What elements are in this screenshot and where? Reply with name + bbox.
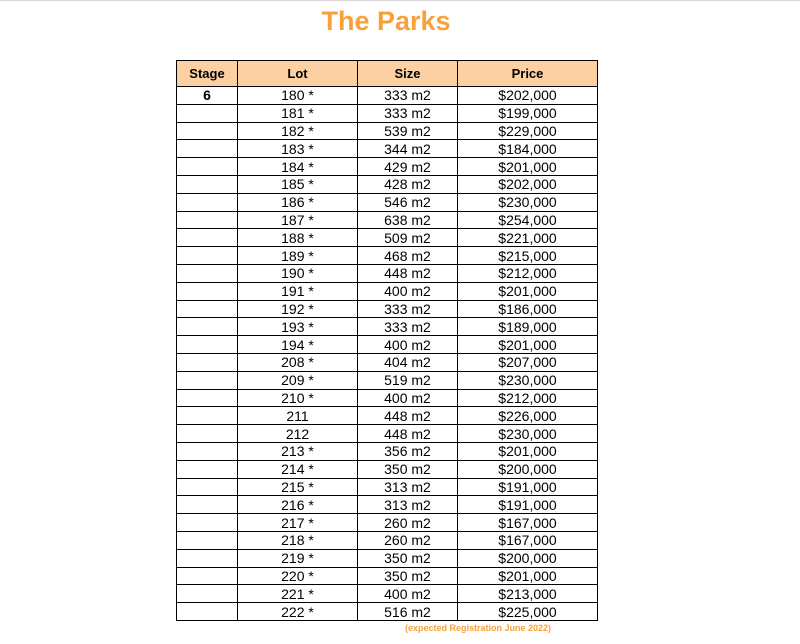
table-body [177,87,598,621]
lot-cell: 222 * [238,603,358,621]
stage-cell [177,175,238,193]
price-cell: $189,000 [458,318,598,336]
price-cell: $221,000 [458,229,598,247]
size-cell: 344 m2 [358,140,458,158]
table-row [177,389,598,407]
table-row [177,336,598,354]
lot-cell: 210 * [238,389,358,407]
lot-cell: 183 * [238,140,358,158]
price-cell: $200,000 [458,549,598,567]
stage-cell [177,496,238,514]
lot-cell: 191 * [238,282,358,300]
size-cell: 509 m2 [358,229,458,247]
size-cell: 350 m2 [358,460,458,478]
lot-cell: 186 * [238,193,358,211]
size-cell: 260 m2 [358,514,458,532]
column-header-stage: Stage [177,61,238,87]
lot-cell: 188 * [238,229,358,247]
price-cell: $207,000 [458,353,598,371]
size-cell: 400 m2 [358,585,458,603]
table-row [177,407,598,425]
table-row [177,478,598,496]
stage-cell [177,389,238,407]
stage-cell [177,353,238,371]
size-cell: 428 m2 [358,175,458,193]
size-cell: 448 m2 [358,407,458,425]
size-cell: 429 m2 [358,158,458,176]
stage-cell [177,264,238,282]
lots-table [176,60,598,621]
column-header-lot: Lot [238,61,358,87]
table-row [177,531,598,549]
table-row [177,104,598,122]
stage-cell [177,229,238,247]
table-header-row [177,61,598,87]
stage-cell [177,247,238,265]
price-cell: $229,000 [458,122,598,140]
table-row [177,193,598,211]
price-cell: $212,000 [458,264,598,282]
stage-cell [177,318,238,336]
lot-cell: 194 * [238,336,358,354]
stage-cell [177,104,238,122]
size-cell: 539 m2 [358,122,458,140]
stage-cell [177,603,238,621]
column-header-size: Size [358,61,458,87]
stage-cell [177,442,238,460]
price-cell: $167,000 [458,514,598,532]
price-cell: $201,000 [458,282,598,300]
size-cell: 400 m2 [358,389,458,407]
stage-cell [177,336,238,354]
registration-note: (expected Registration June 2022) [405,623,552,633]
table-row [177,229,598,247]
size-cell: 333 m2 [358,300,458,318]
size-cell: 404 m2 [358,353,458,371]
table-row [177,460,598,478]
price-cell: $200,000 [458,460,598,478]
size-cell: 638 m2 [358,211,458,229]
price-cell: $225,000 [458,603,598,621]
lot-cell: 220 * [238,567,358,585]
lot-cell: 219 * [238,549,358,567]
price-cell: $215,000 [458,247,598,265]
price-cell: $230,000 [458,371,598,389]
table-row [177,425,598,443]
size-cell: 516 m2 [358,603,458,621]
table-row [177,371,598,389]
lot-cell: 218 * [238,531,358,549]
stage-cell [177,282,238,300]
table-row [177,585,598,603]
lot-cell: 214 * [238,460,358,478]
stage-cell [177,158,238,176]
stage-cell [177,585,238,603]
stage-cell [177,140,238,158]
table-row [177,140,598,158]
lot-cell: 209 * [238,371,358,389]
stage-cell [177,514,238,532]
price-cell: $202,000 [458,175,598,193]
lot-cell: 212 [238,425,358,443]
table-row [177,603,598,621]
size-cell: 333 m2 [358,318,458,336]
stage-cell: 6 [177,87,238,105]
price-cell: $184,000 [458,140,598,158]
price-cell: $201,000 [458,158,598,176]
lot-cell: 213 * [238,442,358,460]
stage-cell [177,567,238,585]
size-cell: 333 m2 [358,87,458,105]
stage-cell [177,460,238,478]
page-title: The Parks [321,6,451,36]
size-cell: 350 m2 [358,567,458,585]
table-row [177,549,598,567]
size-cell: 260 m2 [358,531,458,549]
size-cell: 468 m2 [358,247,458,265]
price-cell: $201,000 [458,442,598,460]
table-row [177,264,598,282]
price-cell: $191,000 [458,478,598,496]
table-row [177,211,598,229]
stage-cell [177,193,238,211]
table-row [177,87,598,105]
lot-cell: 211 [238,407,358,425]
table-row [177,567,598,585]
price-cell: $201,000 [458,567,598,585]
price-cell: $212,000 [458,389,598,407]
size-cell: 356 m2 [358,442,458,460]
stage-cell [177,122,238,140]
table-row [177,318,598,336]
price-cell: $213,000 [458,585,598,603]
lot-cell: 189 * [238,247,358,265]
lot-cell: 184 * [238,158,358,176]
lot-cell: 192 * [238,300,358,318]
lot-cell: 180 * [238,87,358,105]
lot-cell: 193 * [238,318,358,336]
lot-cell: 216 * [238,496,358,514]
size-cell: 333 m2 [358,104,458,122]
table-row [177,175,598,193]
stage-cell [177,371,238,389]
table-row [177,496,598,514]
lot-cell: 190 * [238,264,358,282]
lot-cell: 185 * [238,175,358,193]
table-row [177,282,598,300]
lot-cell: 208 * [238,353,358,371]
price-cell: $186,000 [458,300,598,318]
stage-cell [177,531,238,549]
lot-cell: 221 * [238,585,358,603]
size-cell: 448 m2 [358,264,458,282]
stage-cell [177,300,238,318]
lot-cell: 182 * [238,122,358,140]
table-row [177,353,598,371]
size-cell: 313 m2 [358,478,458,496]
table-row [177,300,598,318]
price-cell: $230,000 [458,193,598,211]
price-cell: $254,000 [458,211,598,229]
size-cell: 350 m2 [358,549,458,567]
lot-cell: 215 * [238,478,358,496]
price-cell: $230,000 [458,425,598,443]
price-cell: $202,000 [458,87,598,105]
table-row [177,158,598,176]
price-cell: $199,000 [458,104,598,122]
size-cell: 400 m2 [358,336,458,354]
price-cell: $226,000 [458,407,598,425]
size-cell: 546 m2 [358,193,458,211]
size-cell: 519 m2 [358,371,458,389]
stage-cell [177,478,238,496]
price-cell: $201,000 [458,336,598,354]
stage-cell [177,549,238,567]
column-header-price: Price [458,61,598,87]
table-row [177,247,598,265]
size-cell: 400 m2 [358,282,458,300]
stage-cell [177,407,238,425]
size-cell: 313 m2 [358,496,458,514]
stage-cell [177,425,238,443]
lot-cell: 217 * [238,514,358,532]
lot-cell: 187 * [238,211,358,229]
price-cell: $191,000 [458,496,598,514]
table-row [177,514,598,532]
table-row [177,442,598,460]
size-cell: 448 m2 [358,425,458,443]
top-divider [0,0,800,1]
price-cell: $167,000 [458,531,598,549]
lot-cell: 181 * [238,104,358,122]
table-row [177,122,598,140]
stage-cell [177,211,238,229]
